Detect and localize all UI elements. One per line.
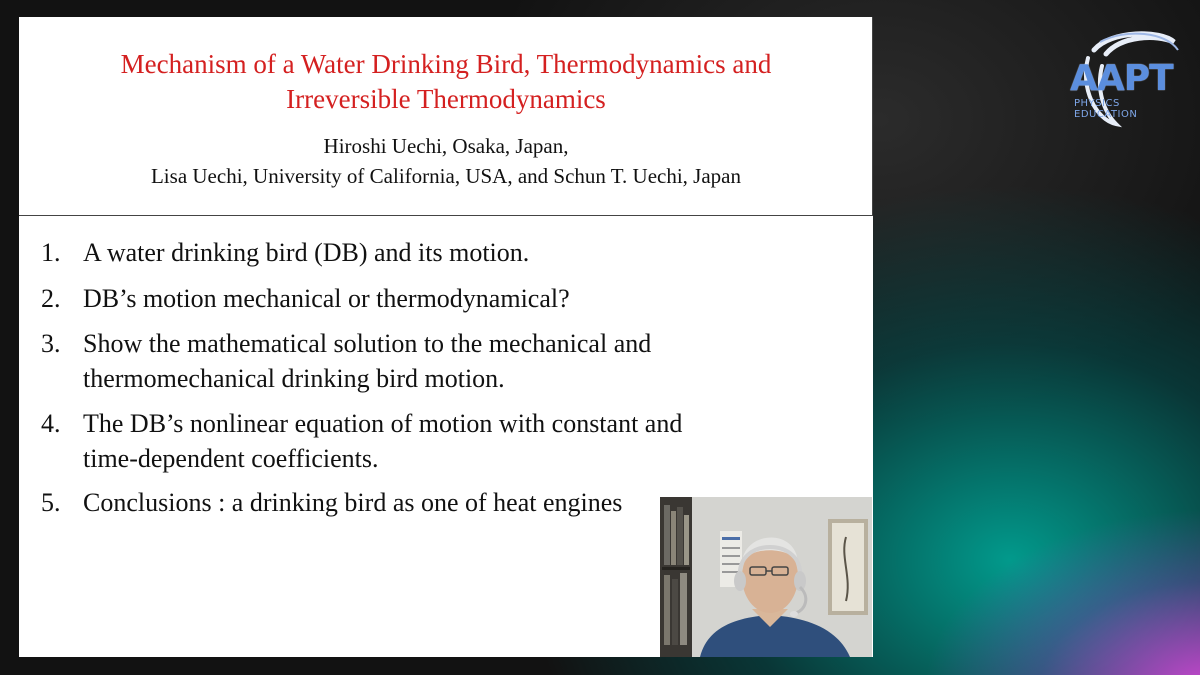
aapt-logo (1066, 28, 1184, 128)
slide-authors: Hiroshi Uechi, Osaka, Japan, Lisa Uechi, University of California, USA, and Schun T. Uechi, Japan (150, 134, 741, 188)
logo-text: AAPT (1070, 58, 1173, 99)
outline-item-2: 2. DB’s motion mechanical or thermodynamical? (41, 284, 570, 313)
outline-item-3: 3. Show the mathematical solution to the mechanical and thermomechanical drinking bird motion. (41, 326, 651, 396)
outline-item-5: 5. Conclusions : a drinking bird as one of heat engines (41, 488, 623, 517)
logo-tagline: PHYSICS EDUCATION (1074, 98, 1138, 120)
slide-title: Mechanism of a Water Drinking Bird, Thermodynamics and Irreversible Thermodynamics (120, 49, 772, 114)
slide-title-box (19, 17, 873, 216)
presenter-webcam (660, 497, 872, 657)
outline-item-4-continuation: time-dependent coefficients. (83, 444, 379, 473)
outline-item-1: 1. A water drinking bird (DB) and its motion. (41, 238, 530, 267)
outline-item-3-continuation: thermomechanical drinking bird motion. (83, 364, 505, 393)
outline-item-4: 4. The DB’s nonlinear equation of motion with constant and time-dependent coefficients. (41, 406, 682, 476)
presenter-video-image (660, 497, 872, 657)
